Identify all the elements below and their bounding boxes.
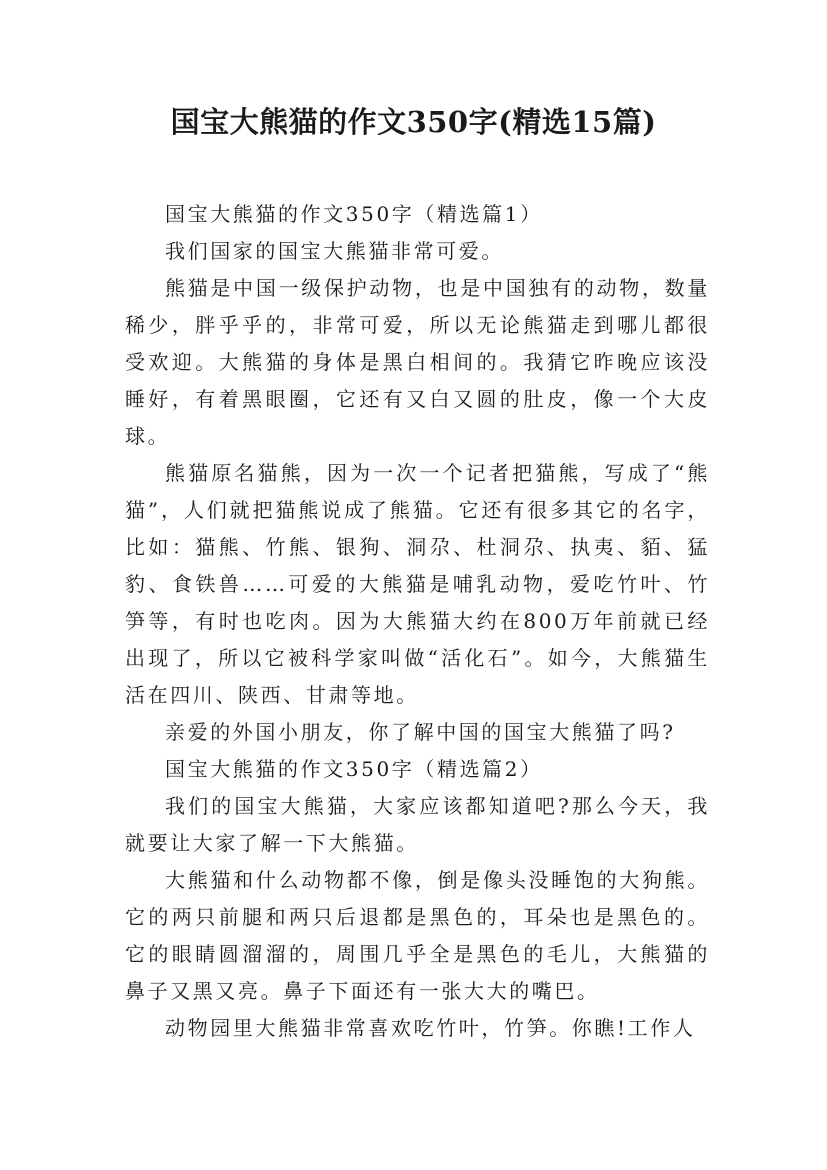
document-body bbox=[125, 196, 710, 1047]
document-title: 国宝大熊猫的作文350字(精选15篇) bbox=[170, 105, 657, 139]
paragraph: 我们国家的国宝大熊猫非常可爱。 bbox=[165, 239, 504, 263]
paragraph: 熊猫是中国一级保护动物，也是中国独有的动物，数量稀少，胖乎乎的，非常可爱，所以无论熊猫走到哪儿都很受欢迎。大熊猫的身体是黑白相间的。我猜它昨晚应该没睡好，有着黑眼圈，它还有又白又圆的肚皮，像一个大皮球。 bbox=[125, 276, 710, 448]
section-heading-2: 国宝大熊猫的作文350字（精选篇2） bbox=[165, 757, 543, 781]
paragraph: 大熊猫和什么动物都不像，倒是像头没睡饱的大狗熊。它的两只前腿和两只后退都是黑色的，耳朵也是黑色的。它的眼睛圆溜溜的，周围几乎全是黑色的毛儿，大熊猫的鼻子又黑又亮。鼻子下面还有一张大大的嘴巴。 bbox=[125, 868, 710, 1003]
paragraph: 我们的国宝大熊猫，大家应该都知道吧?那么今天，我就要让大家了解一下大熊猫。 bbox=[125, 794, 710, 855]
paragraph: 亲爱的外国小朋友，你了解中国的国宝大熊猫了吗? bbox=[165, 720, 676, 744]
paragraph: 动物园里大熊猫非常喜欢吃竹叶，竹笋。你瞧!工作人 bbox=[165, 1016, 696, 1040]
section-heading-1: 国宝大熊猫的作文350字（精选篇1） bbox=[165, 202, 543, 226]
paragraph: 熊猫原名猫熊，因为一次一个记者把猫熊，写成了“熊猫”，人们就把猫熊说成了熊猫。它还有很多其它的名字，比如：猫熊、竹熊、银狗、洞尕、杜洞尕、执夷、貊、猛豹、食铁兽……可爱的大熊猫是哺乳动物，爱吃竹叶、竹笋等，有时也吃肉。因为大熊猫大约在800万年前就已经出现了，所以它被科学家叫做“活化石”。如今，大熊猫生活在四川、陕西、甘肃等地。 bbox=[125, 461, 710, 707]
